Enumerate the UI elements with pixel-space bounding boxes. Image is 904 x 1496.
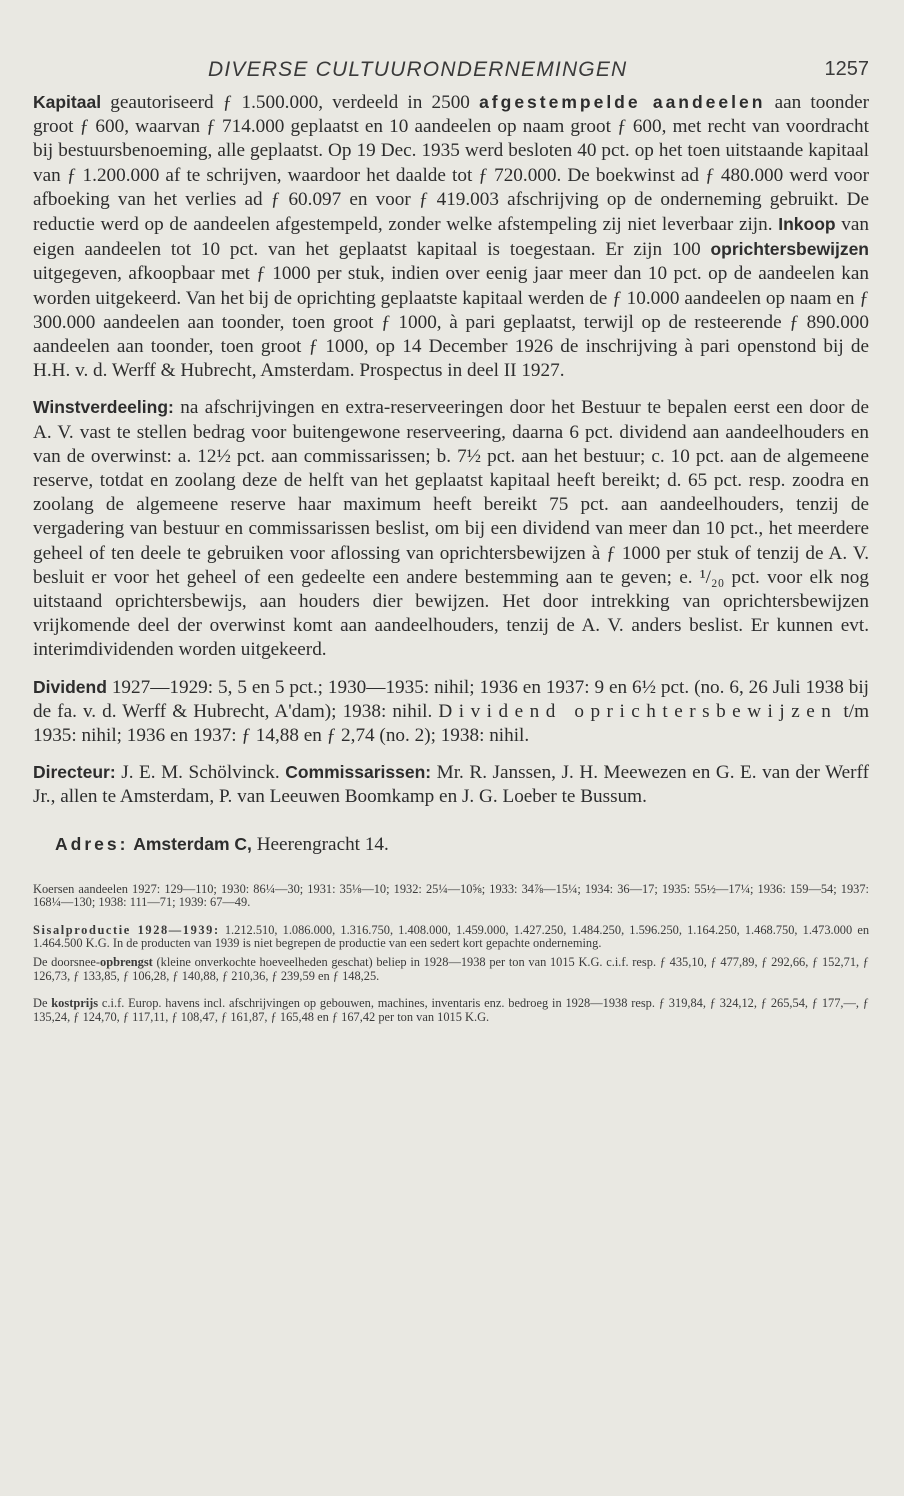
sisal-text: 1.212.510, 1.086.000, 1.316.750, 1.408.000, 1.459.000, 1.427.250, 1.484.250, 1.596.250, 1.164.250, 1.468.750, 1.473.000 en 1.464.500 K.G. In de producten van 1939 is niet begrepen de productie van een sedert kort gepachte onderneming. [33, 922, 870, 950]
main-text [33, 90, 869, 857]
opbrengst-text-2: (kleine onverkochte hoeveelheden geschat) beliep in 1928—1938 per ton van 1015 K.G. c.i.f. resp. ƒ 435,10, ƒ 477,89, ƒ 292,66, ƒ 152,71, ƒ 126,73, ƒ 133,85, ƒ 106,28, ƒ 140,88, ƒ 210,36, ƒ 239,59 en ƒ 148,25. [33, 955, 870, 983]
kostprijs-text-2: c.i.f. Europ. havens incl. afschrijvingen op gebouwen, machines, inventaris enz. bedroeg in 1928—1938 resp. ƒ 319,84, ƒ 324,12, ƒ 265,54, ƒ 177,—, ƒ 135,24, ƒ 124,70, ƒ 117,11, ƒ 108,47, ƒ 161,87, ƒ 165,48 en ƒ 167,42 per ton van 1015 K.G. [33, 996, 870, 1024]
adres-city: Amsterdam C, [133, 833, 252, 854]
kostprijs-text-1: De [33, 996, 52, 1011]
commissarissen-heading: Commissarissen: [285, 762, 432, 783]
kapitaal-text-2: aan toonder groot ƒ 600, waarvan ƒ 714.000 geplaatst en 10 aandeelen op naam groot ƒ 600, met recht van voordracht bij bestuursbenoeming, alle geplaatst. Op 19 Dec. 1935 werd besloten 40 pct. op het toen uitstaande kapitaal van ƒ 1.200.000 af te schrijven, waardoor het daalde tot ƒ 720.000. De boekwinst ad ƒ 480.000 werd voor afboeking van het verlies ad ƒ 60.097 en voor ƒ 419.003 afschrijving op de onderneming gebruikt. De reductie werd op de aandeelen afgestempeld, zonder welke afstempeling zij niet leverbaar zijn. [33, 92, 870, 236]
sisal-heading: Sisalproductie 1928—1939: [33, 922, 220, 937]
dividend-text-2: t/m 1935: nihil; 1936 en 1937: ƒ 14,88 en ƒ 2,74 (no. 2); 1938: nihil. [33, 700, 869, 747]
adres-label: Adres: [55, 833, 129, 854]
page-number: 1257 [824, 58, 869, 80]
kapitaal-spaced-term: afgestempelde aandeelen [479, 92, 766, 112]
inkoop-heading: Inkoop [778, 214, 836, 235]
spacer [33, 910, 869, 924]
spacer [33, 857, 869, 883]
page [33, 58, 869, 1024]
small-print-section [33, 883, 869, 1024]
kapitaal-text-1: geautoriseerd ƒ 1.500.000, verdeeld in 2500 [101, 92, 480, 113]
kapitaal-heading: Kapitaal [33, 92, 102, 112]
winstverdeeling-paragraph [33, 395, 869, 662]
kostprijs-paragraph [33, 997, 869, 1024]
spacer [33, 810, 869, 832]
directeur-heading: Directeur: [33, 762, 116, 783]
spacer [33, 748, 869, 760]
opbrengst-paragraph [33, 956, 869, 983]
kostprijs-bold: kostprijs [51, 996, 99, 1011]
spacer [33, 983, 869, 997]
adres-line [33, 832, 869, 857]
dividend-heading: Dividend [33, 676, 107, 697]
adres-street: Heerengracht 14. [251, 833, 389, 855]
kapitaal-text-3: van eigen aandeelen tot 10 pct. van het geplaatst kapitaal is toegestaan. Er zijn 100 [33, 214, 869, 261]
dividend-text-1: 1927—1929: 5, 5 en 5 pct.; 1930—1935: nihil; 1936 en 1937: 9 en 6½ pct. (no. 6, 26 Juli 1938 bij de fa. v. d. Werff & Hubrecht, A'dam); 1938: nihil. [33, 676, 869, 722]
directeur-text-2: Mr. R. Janssen, J. H. Meewezen en G. E. van der Werff Jr., allen te Amsterdam, P. van Leeuwen Boomkamp en J. G. Loeber te Bussum. [33, 762, 869, 808]
winstverdeeling-text: na afschrijvingen en extra-reserveeringen door het Bestuur te bepalen eerst een door de A. V. vast te stellen bedrag voor buitengewone reserveering, daarna 6 pct. dividend aan aandeelhouders en van de overwinst: a. 12½ pct. aan commissarissen; b. 7½ pct. aan het bestuur; c. 10 pct. aan de algemeene reserve, totdat en zoolang deze de helft van het geplaatst kapitaal heeft bereikt; d. 65 pct. resp. zoodra en zoolang de algemeene reserve haar maximum heeft bereikt 75 pct. aan aandeelhouders, tenzij de vergadering van bestuur en commissarissen beslist, om bij een dividend van meer dan 10 pct., het meerdere geheel of ten deele te gebruiken voor aflossing van oprichtersbewijzen à ƒ 1000 per stuk of tenzij de A. V. besluit er voor het geheel of een gedeelte een andere bestemming aan te geven; e. ¹/₂₀ pct. voor elk nog uitstaand oprichtersbewijs, aan houders dier bewijzen. Het door intrekking van oprichtersbewijzen vrijkomende deel der overwinst komt aan aandeelhouders, tenzij de A. V. anders beslist. Er kunnen evt. interimdividenden worden uitgekeerd. [33, 397, 869, 661]
kapitaal-paragraph [33, 90, 869, 383]
opbrengst-bold: opbrengst [100, 955, 153, 970]
koersen-paragraph: Koersen aandeelen 1927: 129—110; 1930: 86¼—30; 1931: 35⅛—10; 1932: 25¼—10⅝; 1933: 34⅞—15¼; 1934: 36—17; 1935: 55½—17¼; 1936: 159—54; 1937: 168¼—130; 1938: 111—71; 1939: 67—49. [33, 881, 869, 910]
directeur-paragraph [33, 760, 869, 809]
directeur-text-1: J. E. M. Schölvinck. [115, 762, 286, 784]
spacer [33, 663, 869, 675]
opbrengst-text-1: De doorsnee- [33, 955, 101, 970]
dividend-spaced-term: Dividend oprichtersbewijzen [438, 700, 838, 722]
winstverdeeling-heading: Winstverdeeling: [33, 397, 174, 418]
page-header [33, 58, 869, 90]
spacer [33, 383, 869, 395]
sisal-paragraph [33, 924, 869, 951]
kapitaal-text-4: uitgegeven, afkoopbaar met ƒ 1000 per stuk, indien over eenig jaar meer dan 10 pct. op de aandeelen kan worden uitgekeerd. Van het bij de oprichting geplaatste kapitaal werden de ƒ 10.000 aandeelen op naam en ƒ 300.000 aandeelen aan toonder, toen groot ƒ 1000, à pari geplaatst, terwijl op de resteerende ƒ 890.000 aandeelen aan toonder, toen groot ƒ 1000, op 14 December 1926 de inschrijving à pari openstond bij de H.H. v. d. Werff & Hubrecht, Amsterdam. Prospectus in deel II 1927. [33, 263, 869, 382]
oprichtersbewijzen-heading: oprichtersbewijzen [710, 239, 869, 260]
dividend-paragraph [33, 675, 869, 749]
running-title: DIVERSE CULTUURONDERNEMINGEN [208, 58, 628, 81]
